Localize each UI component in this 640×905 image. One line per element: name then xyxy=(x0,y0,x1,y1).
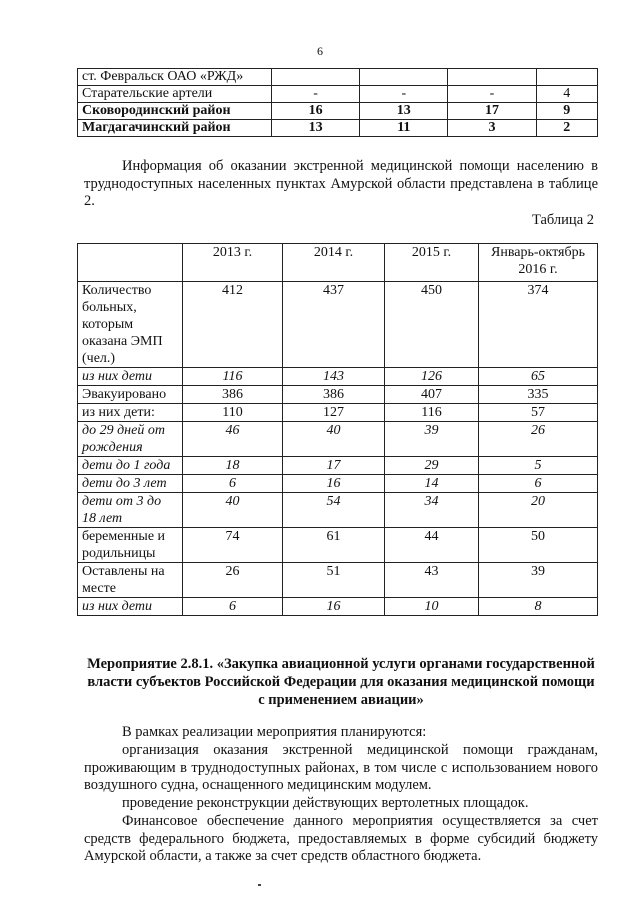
table1-cell: 17 xyxy=(448,103,536,120)
table2-cell: 16 xyxy=(283,475,385,493)
table1-cell: 13 xyxy=(272,120,360,137)
table2-row-label: из них дети xyxy=(78,598,183,616)
table2-cell: 44 xyxy=(385,528,479,563)
table2-row xyxy=(78,282,598,368)
page-number: 6 xyxy=(317,44,323,58)
table2-cell: 127 xyxy=(283,404,385,422)
table1-row-label: ст. Февральск ОАО «РЖД» xyxy=(78,69,272,86)
table2-cell: 5 xyxy=(479,457,598,475)
table2-cell: 386 xyxy=(183,386,283,404)
table2-cell: 6 xyxy=(479,475,598,493)
table1-row-label: Старательские артели xyxy=(78,86,272,103)
table2-column-header: 2013 г. xyxy=(183,244,283,282)
scan-speck xyxy=(258,884,261,886)
table2-cell: 8 xyxy=(479,598,598,616)
table2-column-header: 2015 г. xyxy=(385,244,479,282)
table2-cell: 10 xyxy=(385,598,479,616)
table2-cell: 26 xyxy=(183,563,283,598)
table2-cell: 51 xyxy=(283,563,385,598)
table2-cell: 450 xyxy=(385,282,479,368)
table2-cell: 26 xyxy=(479,422,598,457)
table2-row-label: дети до 3 лет xyxy=(78,475,183,493)
table1-cell: - xyxy=(272,86,360,103)
table2-cell: 126 xyxy=(385,368,479,386)
table2-cell: 20 xyxy=(479,493,598,528)
paragraph-3: проведение реконструкции действующих вертолетных площадок. xyxy=(122,795,529,811)
table2-row-label: из них дети: xyxy=(78,404,183,422)
table2-header-row xyxy=(78,244,598,282)
table1-cell xyxy=(360,69,448,86)
table2-cell: 74 xyxy=(183,528,283,563)
table2-cell: 412 xyxy=(183,282,283,368)
table2-column-header xyxy=(78,244,183,282)
table2-row-label: дети от 3 до 18 лет xyxy=(78,493,183,528)
table2-row xyxy=(78,493,598,528)
table2-cell: 40 xyxy=(183,493,283,528)
table1-row xyxy=(78,69,598,86)
table2-row-label: Количество больных, которым оказана ЭМП (чел.) xyxy=(78,282,183,368)
table2-cell: 110 xyxy=(183,404,283,422)
table2-row xyxy=(78,386,598,404)
table2-row-label: из них дети xyxy=(78,368,183,386)
table2-column-header: 2014 г. xyxy=(283,244,385,282)
table2-row-label: до 29 дней от рождения xyxy=(78,422,183,457)
table2-cell: 61 xyxy=(283,528,385,563)
table2-cell: 143 xyxy=(283,368,385,386)
table2-cell: 65 xyxy=(479,368,598,386)
table2-cell: 335 xyxy=(479,386,598,404)
paragraph-4: Финансовое обеспечение данного мероприятия осуществляется за счет средств федерального бюджета, предоставляемых в форме субсидий бюджету Амурской области, а также за счет средств областного бюджета. xyxy=(84,813,598,864)
table2-row xyxy=(78,528,598,563)
table2-cell: 54 xyxy=(283,493,385,528)
table2-cell: 116 xyxy=(385,404,479,422)
table2-cell: 39 xyxy=(479,563,598,598)
table2-cell: 386 xyxy=(283,386,385,404)
table1-cell: 11 xyxy=(360,120,448,137)
table-districts xyxy=(77,68,598,137)
table2-row-label: беременные и родильницы xyxy=(78,528,183,563)
paragraph-1: В рамках реализации мероприятия планируются: xyxy=(122,724,427,740)
table-caption: Таблица 2 xyxy=(531,212,594,228)
table2-row xyxy=(78,404,598,422)
intro-paragraph: Информация об оказании экстренной медицинской помощи населению в труднодоступных населенных пунктах Амурской области представлена в таблице 2. xyxy=(84,158,598,209)
table2-row-label: дети до 1 года xyxy=(78,457,183,475)
table1-row-label: Сковородинский район xyxy=(78,103,272,120)
table2-column-header: Январь-октябрь 2016 г. xyxy=(479,244,598,282)
table1-cell: - xyxy=(448,86,536,103)
table2-row xyxy=(78,457,598,475)
table2-cell: 116 xyxy=(183,368,283,386)
table1-row xyxy=(78,86,598,103)
table2-cell: 43 xyxy=(385,563,479,598)
table1-cell xyxy=(448,69,536,86)
table2-cell: 6 xyxy=(183,598,283,616)
table2-row xyxy=(78,368,598,386)
paragraph-2: организация оказания экстренной медицинской помощи гражданам, проживающим в труднодоступных районах, в том числе с использованием нового воздушного судна, оснащенного медицинским модулем. xyxy=(84,742,598,793)
table2-cell: 17 xyxy=(283,457,385,475)
table2-row xyxy=(78,422,598,457)
table2-row xyxy=(78,563,598,598)
table2-row-label: Оставлены на месте xyxy=(78,563,183,598)
table1-row xyxy=(78,103,598,120)
table2-row-label: Эвакуировано xyxy=(78,386,183,404)
table2-row xyxy=(78,598,598,616)
table2-cell: 46 xyxy=(183,422,283,457)
table2-cell: 6 xyxy=(183,475,283,493)
table1-cell: 2 xyxy=(536,120,597,137)
table1-cell: - xyxy=(360,86,448,103)
table1-cell: 16 xyxy=(272,103,360,120)
table2-cell: 40 xyxy=(283,422,385,457)
table2-row xyxy=(78,475,598,493)
table2-cell: 18 xyxy=(183,457,283,475)
table2-cell: 29 xyxy=(385,457,479,475)
table1-row xyxy=(78,120,598,137)
table-emergency-care xyxy=(77,243,598,616)
section-heading: Мероприятие 2.8.1. «Закупка авиационной услуги органами государственной власти субъектов Российской Федерации для оказания медицинской помощи с применением авиации» xyxy=(87,656,595,708)
table2-cell: 39 xyxy=(385,422,479,457)
table1-cell: 4 xyxy=(536,86,597,103)
table1-row-label: Магдагачинский район xyxy=(78,120,272,137)
table1-cell xyxy=(272,69,360,86)
table2-cell: 437 xyxy=(283,282,385,368)
table2-cell: 50 xyxy=(479,528,598,563)
table1-cell: 13 xyxy=(360,103,448,120)
table2-cell: 34 xyxy=(385,493,479,528)
table2-cell: 374 xyxy=(479,282,598,368)
table2-cell: 407 xyxy=(385,386,479,404)
table2-cell: 57 xyxy=(479,404,598,422)
table1-cell xyxy=(536,69,597,86)
table2-cell: 14 xyxy=(385,475,479,493)
table1-cell: 9 xyxy=(536,103,597,120)
table1-cell: 3 xyxy=(448,120,536,137)
table2-cell: 16 xyxy=(283,598,385,616)
